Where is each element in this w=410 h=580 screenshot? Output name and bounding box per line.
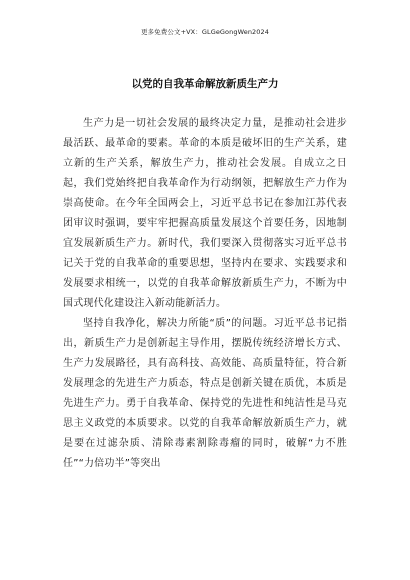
- document-body: [63, 114, 347, 474]
- header-note: 更多免费公文+VX：GLGeGongWen2024: [140, 28, 269, 36]
- document-title: 以党的自我革命解放新质生产力: [131, 78, 279, 90]
- paragraph: 坚持自我净化，解决力所能“质”的问题。习近平总书记指出，新质生产力是创新起主导作用，摆脱传统经济增长方式、生产力发展路径，具有高科技、高效能、高质量特征，符合新发展理念的先进生产力质态，特点是创新关键在质优，本质是先进生产力。勇于自我革命、保持党的先进性和纯洁性是马克思主义政党的本质要求。以党的自我革命解放新质生产力，就是要在过滤杂质、清除毒素割除毒瘤的同时，破解“力不胜任”“力倍功半”等突出: [63, 318, 347, 469]
- paragraph: 生产力是一切社会发展的最终决定力量，是推动社会进步最活跃、最革命的要素。革命的本质是破坏旧的生产关系，建立新的生产关系，解放生产力，推动社会发展。自成立之日起，我们党始终把自我革命作为行动纲领，把解放生产力作为崇高使命。在今年全国两会上，习近平总书记在参加江苏代表团审议时强调，要牢牢把握高质量发展这个首要任务，因地制宜发展新质生产力。新时代，我们要深入贯彻落实习近平总书记关于党的自我革命的重要思想，坚持内在要求、实践要求和发展要求相统一，以党的自我革命解放新质生产力，不断为中国式现代化建设注入新动能新活力。: [63, 118, 347, 309]
